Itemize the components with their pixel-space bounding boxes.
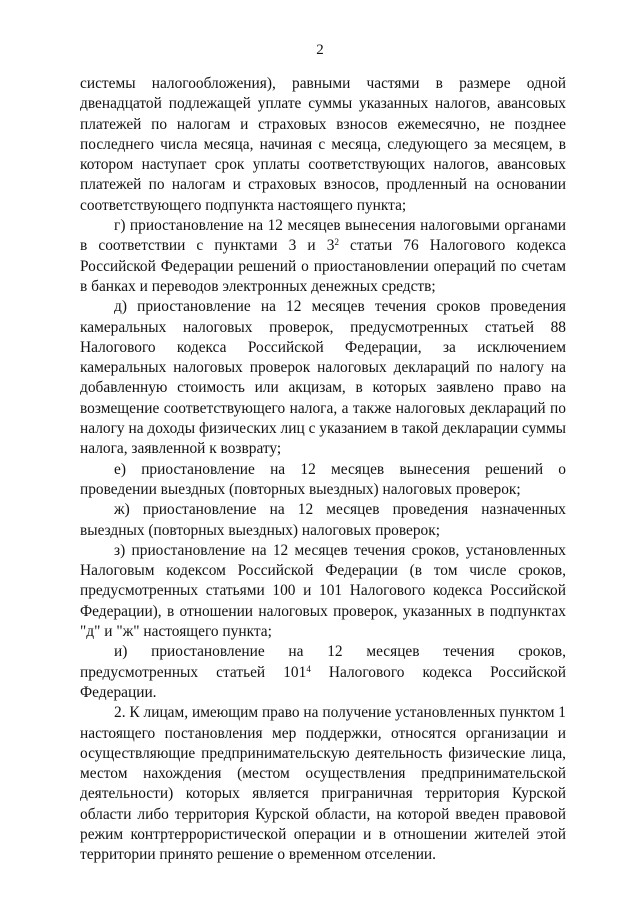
- paragraph-text: г) приостановление на 12 месяцев вынесения налоговыми органами в соответствии с пунктами 3 и 3: [80, 217, 566, 255]
- paragraph-subitem-g: [80, 216, 566, 297]
- paragraph-continuation: системы налогообложения), равными частями в размере одной двенадцатой подлежащей уплате суммы указанных налогов, авансовых платежей по налогам и страховых взносов ежемесячно, не позднее последнего числа месяца, начиная с месяца, следующего за месяцем, в котором наступает срок уплаты соответствующих налогов, авансовых платежей по налогам и страховых взносов, продленный на основании соответствующего подпункта настоящего пункта;: [80, 75, 566, 214]
- paragraph-text: статьи 76 Налогового кодекса Российской Федерации решений о приостановлении операций по счетам в банках и переводов электронных денежных средств;: [80, 237, 566, 295]
- superscript: 2: [334, 237, 339, 248]
- paragraph-text: и) приостановление на 12 месяцев течения сроков, предусмотренных статьей 101: [80, 643, 566, 681]
- paragraph-item-2: 2. К лицам, имеющим право на получение установленных пунктом 1 настоящего постановления мер поддержки, относятся организации и осуществляющие предпринимательскую деятельность физические лица, местом нахождения (местом осуществления предпринимательской деятельности) которых является приграничная территория Курской области либо территория Курской области, на которой введен правовой режим контртеррористической операции и в отношении жителей этой территории принято решение о временном отселении.: [80, 704, 566, 864]
- paragraph-subitem-i: [80, 642, 566, 703]
- paragraph-subitem-d: д) приостановление на 12 месяцев течения сроков проведения камеральных налоговых проверок, предусмотренных статьей 88 Налогового кодекса Российской Федерации, за исключением камеральных налоговых проверок налоговых деклараций по налогу на добавленную стоимость или акцизам, в которых заявлено право на возмещение соответствующего налога, а также налоговых деклараций по налогу на доходы физических лиц с указанием в такой декларации суммы налога, заявленной к возврату;: [80, 298, 566, 458]
- document-body: [80, 74, 566, 866]
- paragraph-subitem-e: е) приостановление на 12 месяцев вынесения решений о проведении выездных (повторных выездных) налоговых проверок;: [80, 460, 566, 498]
- paragraph-subitem-zh: ж) приостановление на 12 месяцев проведения назначенных выездных (повторных выездных) налоговых проверок;: [80, 501, 566, 539]
- page-number: 2: [316, 42, 324, 58]
- superscript: 4: [306, 663, 311, 674]
- paragraph-subitem-z: з) приостановление на 12 месяцев течения сроков, установленных Налоговым кодексом Российской Федерации (в том числе сроков, предусмотренных статьями 100 и 101 Налогового кодекса Российской Федерации), в отношении налоговых проверок, указанных в подпунктах "д" и "ж" настоящего пункта;: [80, 541, 566, 641]
- paragraph-text: Налогового кодекса Российской Федерации.: [80, 663, 566, 701]
